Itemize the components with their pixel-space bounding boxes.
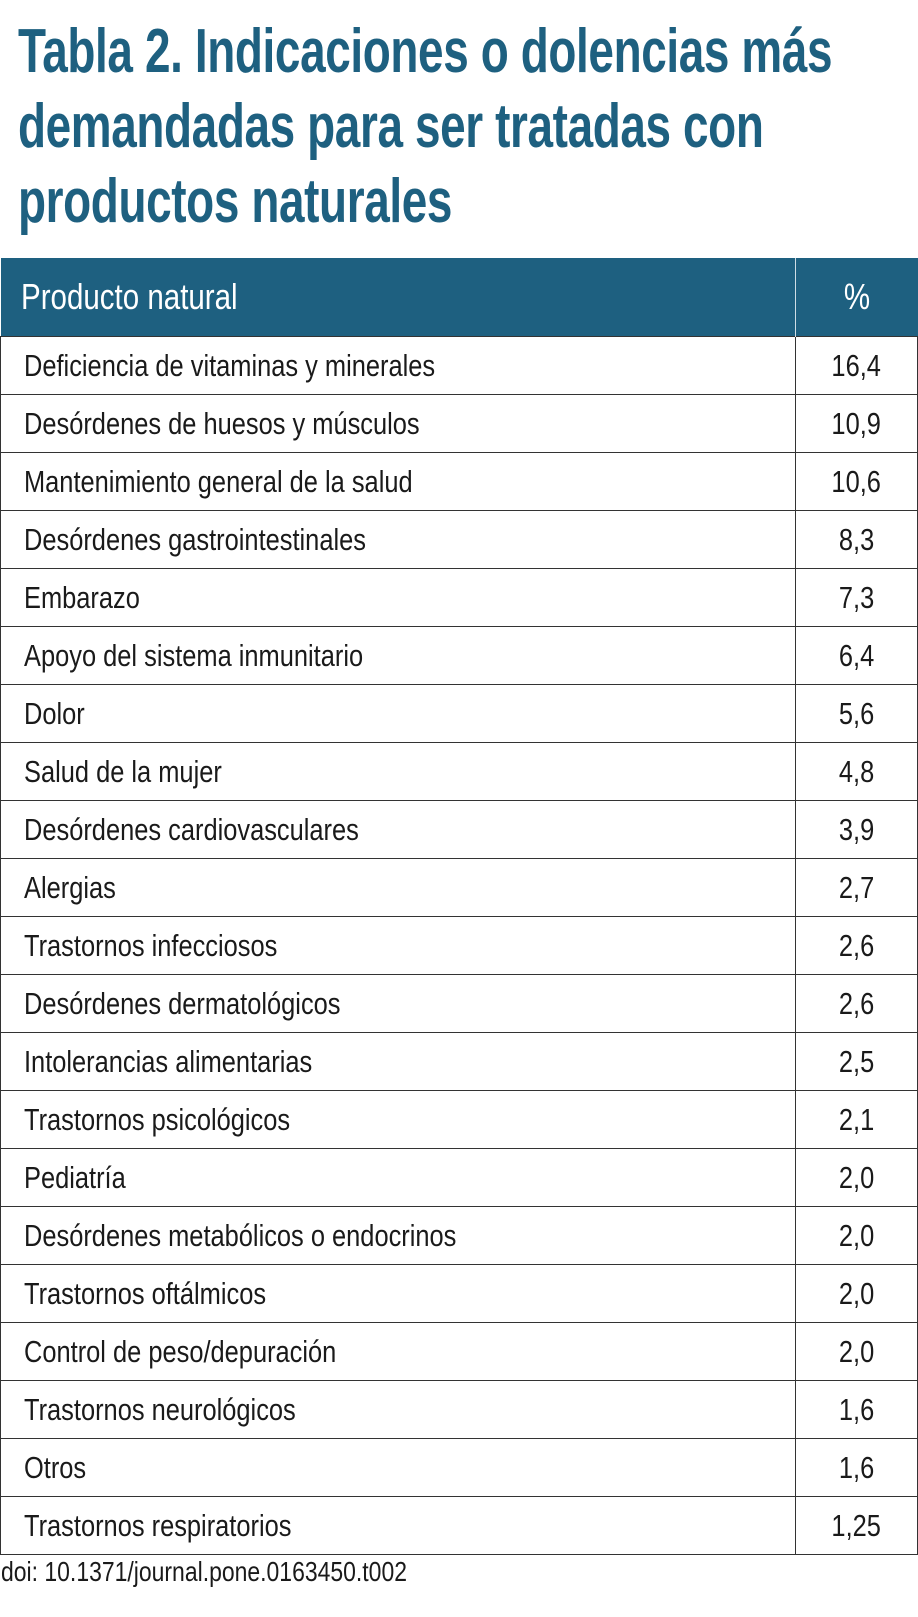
row-percent-value: 2,1 [796,1091,918,1149]
table-row [1,453,918,511]
row-ailment-name: Pediatría [1,1149,796,1207]
row-percent-value: 2,0 [796,1265,918,1323]
table-row [1,1323,918,1381]
row-ailment-name: Trastornos neurológicos [1,1381,796,1439]
table-row [1,685,918,743]
table-row [1,337,918,395]
row-percent-value: 3,9 [796,801,918,859]
row-percent-value: 4,8 [796,743,918,801]
doi-caption: doi: 10.1371/journal.pone.0163450.t002 [1,1556,407,1587]
table-row [1,975,918,1033]
title-line-1: Tabla 2. Indicaciones o dolencias más [18,17,833,86]
header-percent: % [796,258,918,337]
table-row [1,917,918,975]
row-ailment-name: Trastornos respiratorios [1,1497,796,1555]
table-row [1,859,918,917]
header-producto-natural: Producto natural [1,258,796,337]
row-percent-value: 16,4 [796,337,918,395]
table-row [1,1381,918,1439]
row-percent-value: 1,6 [796,1439,918,1497]
row-percent-value: 10,9 [796,395,918,453]
row-ailment-name: Otros [1,1439,796,1497]
row-ailment-name: Trastornos infecciosos [1,917,796,975]
row-ailment-name: Deficiencia de vitaminas y minerales [1,337,796,395]
table-row [1,1439,918,1497]
row-ailment-name: Desórdenes dermatológicos [1,975,796,1033]
row-percent-value: 2,7 [796,859,918,917]
row-ailment-name: Apoyo del sistema inmunitario [1,627,796,685]
row-percent-value: 1,6 [796,1381,918,1439]
row-percent-value: 8,3 [796,511,918,569]
row-ailment-name: Intolerancias alimentarias [1,1033,796,1091]
row-ailment-name: Control de peso/depuración [1,1323,796,1381]
table-row [1,1149,918,1207]
table-row [1,1265,918,1323]
table-body [1,337,918,1555]
row-percent-value: 5,6 [796,685,918,743]
ailments-table [0,258,918,1555]
row-ailment-name: Desórdenes gastrointestinales [1,511,796,569]
row-ailment-name: Desórdenes de huesos y músculos [1,395,796,453]
row-ailment-name: Desórdenes cardiovasculares [1,801,796,859]
row-percent-value: 2,0 [796,1323,918,1381]
table-row [1,1033,918,1091]
table-header-row [1,258,918,337]
row-ailment-name: Salud de la mujer [1,743,796,801]
table-row [1,743,918,801]
table-title [18,14,833,239]
table-row [1,1497,918,1555]
row-percent-value: 6,4 [796,627,918,685]
title-line-3: productos naturales [18,167,453,236]
row-ailment-name: Trastornos oftálmicos [1,1265,796,1323]
row-ailment-name: Alergias [1,859,796,917]
table-row [1,569,918,627]
row-percent-value: 10,6 [796,453,918,511]
row-ailment-name: Desórdenes metabólicos o endocrinos [1,1207,796,1265]
table-row [1,1091,918,1149]
row-ailment-name: Trastornos psicológicos [1,1091,796,1149]
row-ailment-name: Mantenimiento general de la salud [1,453,796,511]
table-row [1,395,918,453]
table-row [1,511,918,569]
row-percent-value: 2,5 [796,1033,918,1091]
table-row [1,627,918,685]
row-percent-value: 2,0 [796,1207,918,1265]
table-row [1,1207,918,1265]
row-percent-value: 2,6 [796,975,918,1033]
row-percent-value: 2,6 [796,917,918,975]
row-ailment-name: Dolor [1,685,796,743]
row-percent-value: 1,25 [796,1497,918,1555]
title-line-2: demandadas para ser tratadas con [18,92,764,161]
row-ailment-name: Embarazo [1,569,796,627]
row-percent-value: 7,3 [796,569,918,627]
row-percent-value: 2,0 [796,1149,918,1207]
table-row [1,801,918,859]
